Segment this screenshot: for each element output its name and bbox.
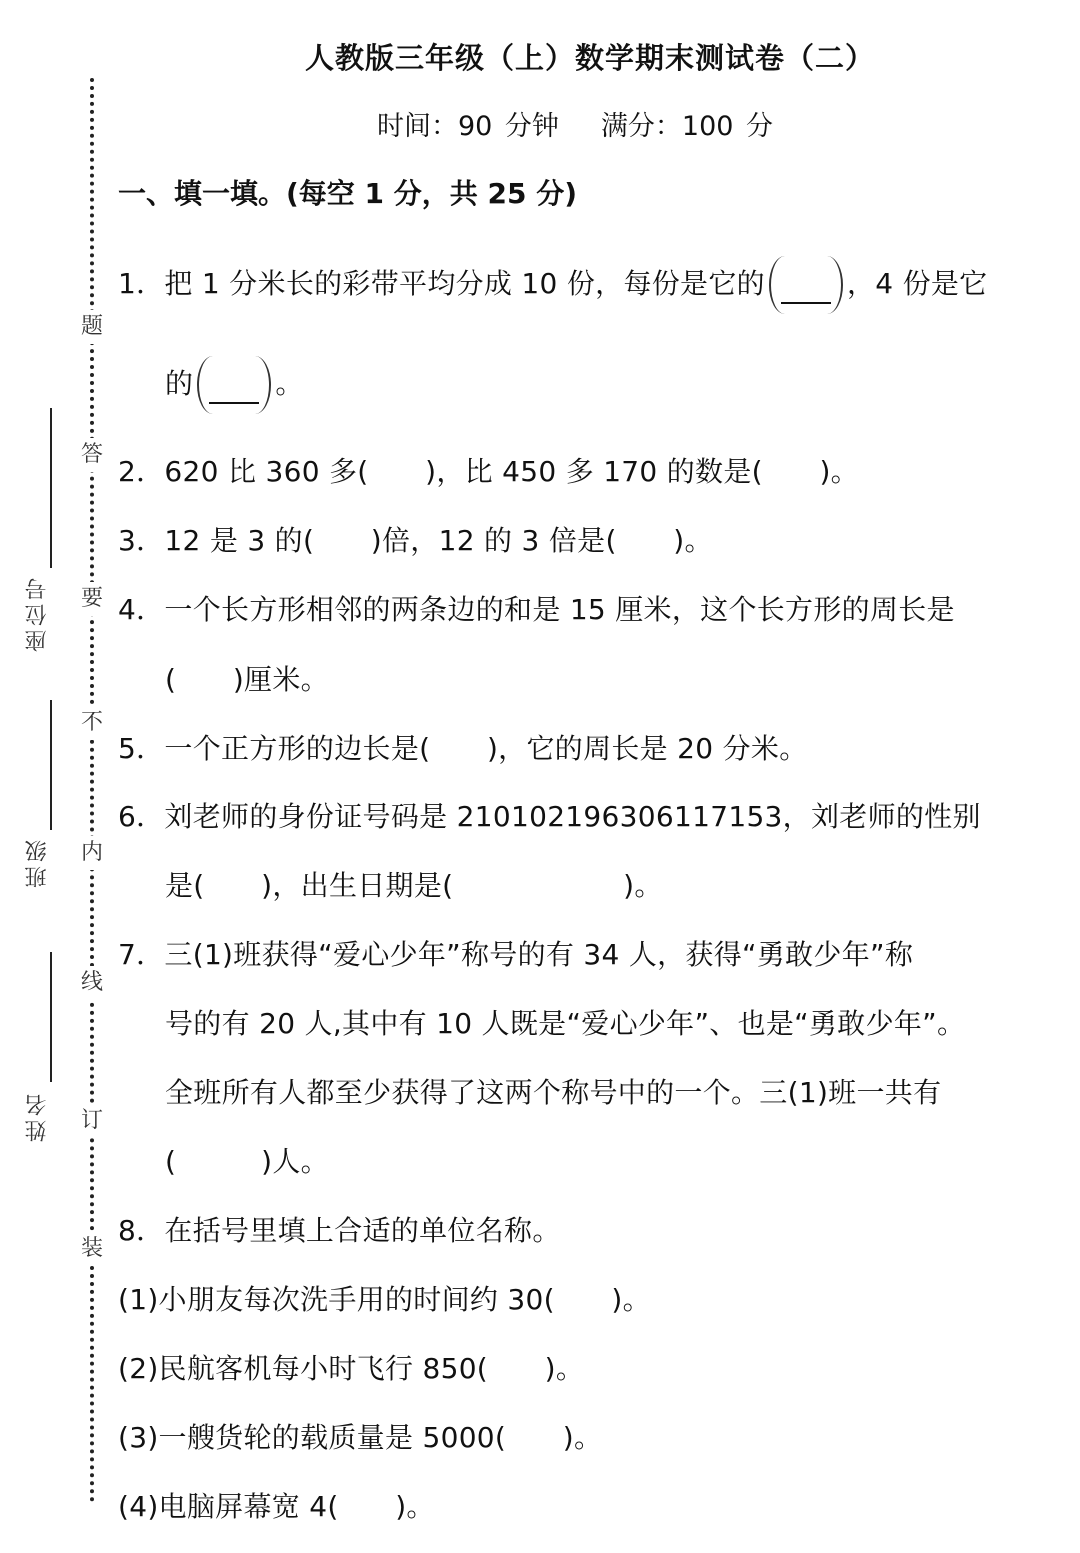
question-2: 2．620 比 360 多( )，比 450 多 170 的数是( )。 — [118, 455, 859, 488]
class-blank-line — [50, 700, 52, 830]
question-4-line-1: 4．一个长方形相邻的两条边的和是 15 厘米，这个长方形的周长是 — [118, 593, 955, 626]
question-7-line-3: 全班所有人都至少获得了这两个称号中的一个。三(1)班一共有 — [165, 1076, 942, 1109]
question-1-line-2: 的 。 — [165, 356, 304, 414]
name-label: 姓名 — [25, 1090, 50, 1142]
name-blank-line — [50, 952, 52, 1082]
fraction-answer-blank[interactable] — [769, 256, 843, 314]
exam-info — [150, 104, 1000, 143]
question-8-2: (2)民航客机每小时飞行 850( )。 — [118, 1352, 585, 1385]
margin-char: 答 — [78, 438, 106, 472]
question-1-line-1: 1．把 1 分米长的彩带平均分成 10 份，每份是它的 ，4 份是它 — [118, 256, 987, 314]
margin-char: 题 — [78, 310, 106, 344]
question-8-4: (4)电脑屏幕宽 4( )。 — [118, 1490, 435, 1523]
question-6-line-1: 6．刘老师的身份证号码是 210102196306117153，刘老师的性别 — [118, 800, 981, 833]
question-8-1: (1)小朋友每次洗手用的时间约 30( )。 — [118, 1283, 651, 1316]
margin-char: 订 — [78, 1104, 106, 1138]
question-7-line-1: 7．三(1)班获得“爱心少年”称号的有 34 人，获得“勇敢少年”称 — [118, 938, 914, 971]
margin-char: 线 — [78, 966, 106, 1000]
page-title: 人教版三年级（上）数学期末测试卷（二） — [304, 41, 875, 75]
question-5: 5．一个正方形的边长是( )，它的周长是 20 分米。 — [118, 732, 808, 765]
question-7-line-2: 号的有 20 人,其中有 10 人既是“爱心少年”、也是“勇敢少年”。 — [165, 1007, 966, 1040]
question-3: 3．12 是 3 的( )倍，12 的 3 倍是( )。 — [118, 524, 713, 557]
seat-label: 座位号 — [25, 574, 50, 652]
question-8: 8．在括号里填上合适的单位名称。 — [118, 1214, 561, 1247]
fraction-answer-blank[interactable] — [197, 356, 271, 414]
exam-score: 满分：100 分 — [600, 111, 774, 142]
margin-char: 要 — [78, 582, 106, 616]
question-8-3: (3)一艘货轮的载质量是 5000( )。 — [118, 1421, 603, 1454]
question-6-line-2: 是( )，出生日期是( )。 — [165, 869, 663, 902]
exam-time: 时间：90 分钟 — [376, 111, 559, 142]
binding-margin — [0, 0, 112, 1553]
margin-char: 内 — [78, 836, 106, 870]
seal-dotted-line — [90, 78, 94, 1503]
margin-char: 不 — [78, 706, 106, 740]
margin-char: 装 — [78, 1232, 106, 1266]
class-label: 班级 — [25, 836, 50, 888]
seat-blank-line — [50, 408, 52, 568]
question-7-line-4: ( )人。 — [165, 1145, 329, 1178]
question-4-line-2: ( )厘米。 — [165, 663, 329, 696]
section-heading: 一、填一填。(每空 1 分，共 25 分) — [118, 177, 578, 210]
